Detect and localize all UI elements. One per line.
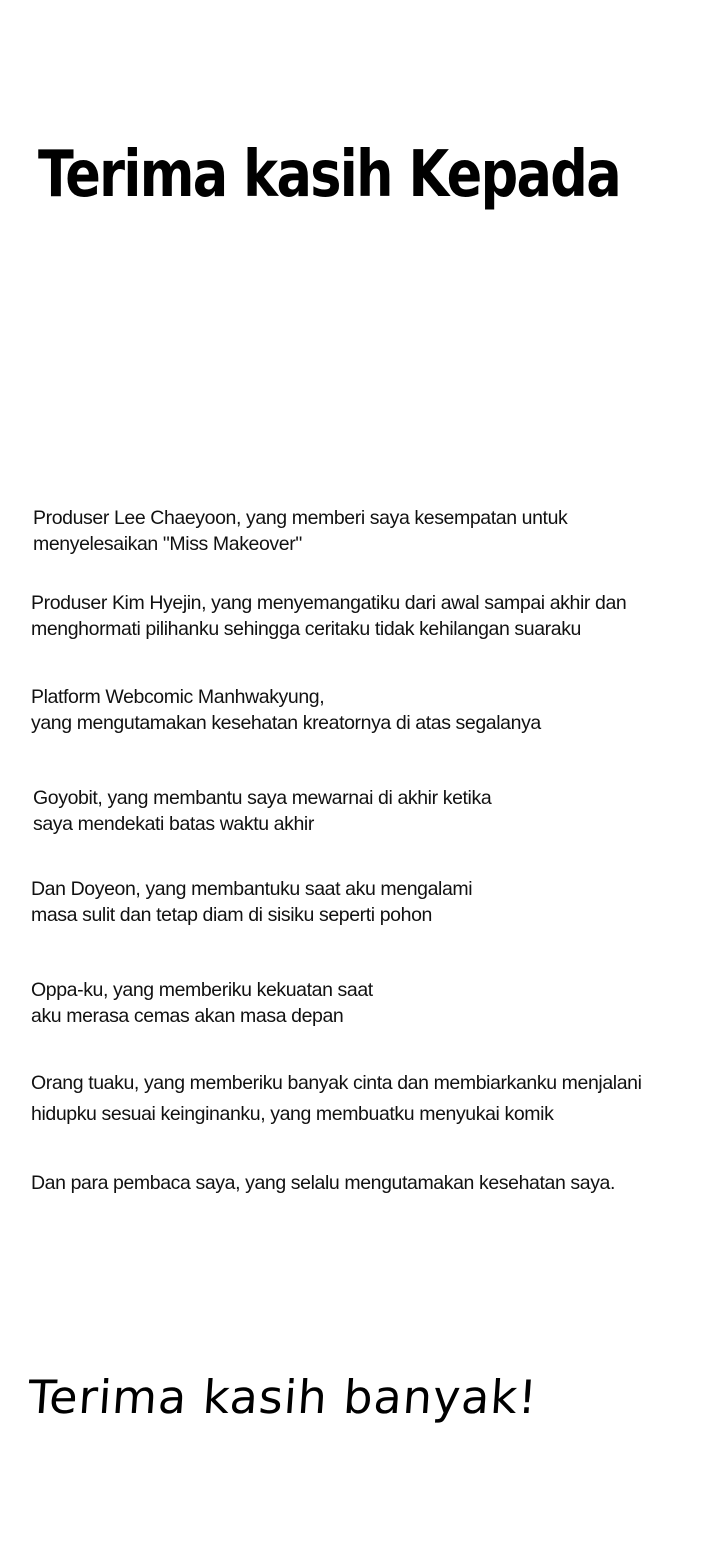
entry-line: menyelesaikan "Miss Makeover" (33, 533, 302, 555)
acknowledgement-entry (33, 785, 703, 837)
entry-line: saya mendekati batas waktu akhir (33, 813, 314, 835)
entry-line: Platform Webcomic Manhwakyung, (31, 686, 325, 708)
entry-line: Orang tuaku, yang memberiku banyak cinta dan membiarkanku menjalani (31, 1072, 642, 1094)
acknowledgement-entry (31, 977, 701, 1029)
entry-line: aku merasa cemas akan masa depan (31, 1005, 344, 1027)
acknowledgement-entry (31, 1068, 701, 1130)
acknowledgement-entry (31, 590, 701, 642)
entry-line: Goyobit, yang membantu saya mewarnai di akhir ketika (33, 787, 492, 809)
entry-line: menghormati pilihanku sehingga ceritaku tidak kehilangan suaraku (31, 618, 582, 640)
acknowledgement-entry (31, 684, 701, 736)
acknowledgement-entry (33, 505, 703, 557)
page-title: Terima kasih Kepada (38, 138, 620, 212)
acknowledgement-entry (31, 1170, 701, 1196)
acknowledgement-entry (31, 876, 701, 928)
entry-line: Produser Lee Chaeyoon, yang memberi saya kesempatan untuk (33, 507, 568, 529)
entry-line: Dan para pembaca saya, yang selalu mengutamakan kesehatan saya. (31, 1172, 616, 1194)
entry-line: yang mengutamakan kesehatan kreatornya di atas segalanya (31, 712, 541, 734)
entry-line: masa sulit dan tetap diam di sisiku seperti pohon (31, 904, 432, 926)
closing-thanks: Terima kasih banyak! (26, 1370, 540, 1424)
entry-line: hidupku sesuai keinginanku, yang membuatku menyukai komik (31, 1103, 554, 1125)
entry-line: Produser Kim Hyejin, yang menyemangatiku dari awal sampai akhir dan (31, 592, 627, 614)
entry-line: Oppa-ku, yang memberiku kekuatan saat (31, 979, 373, 1001)
entry-line: Dan Doyeon, yang membantuku saat aku mengalami (31, 878, 473, 900)
